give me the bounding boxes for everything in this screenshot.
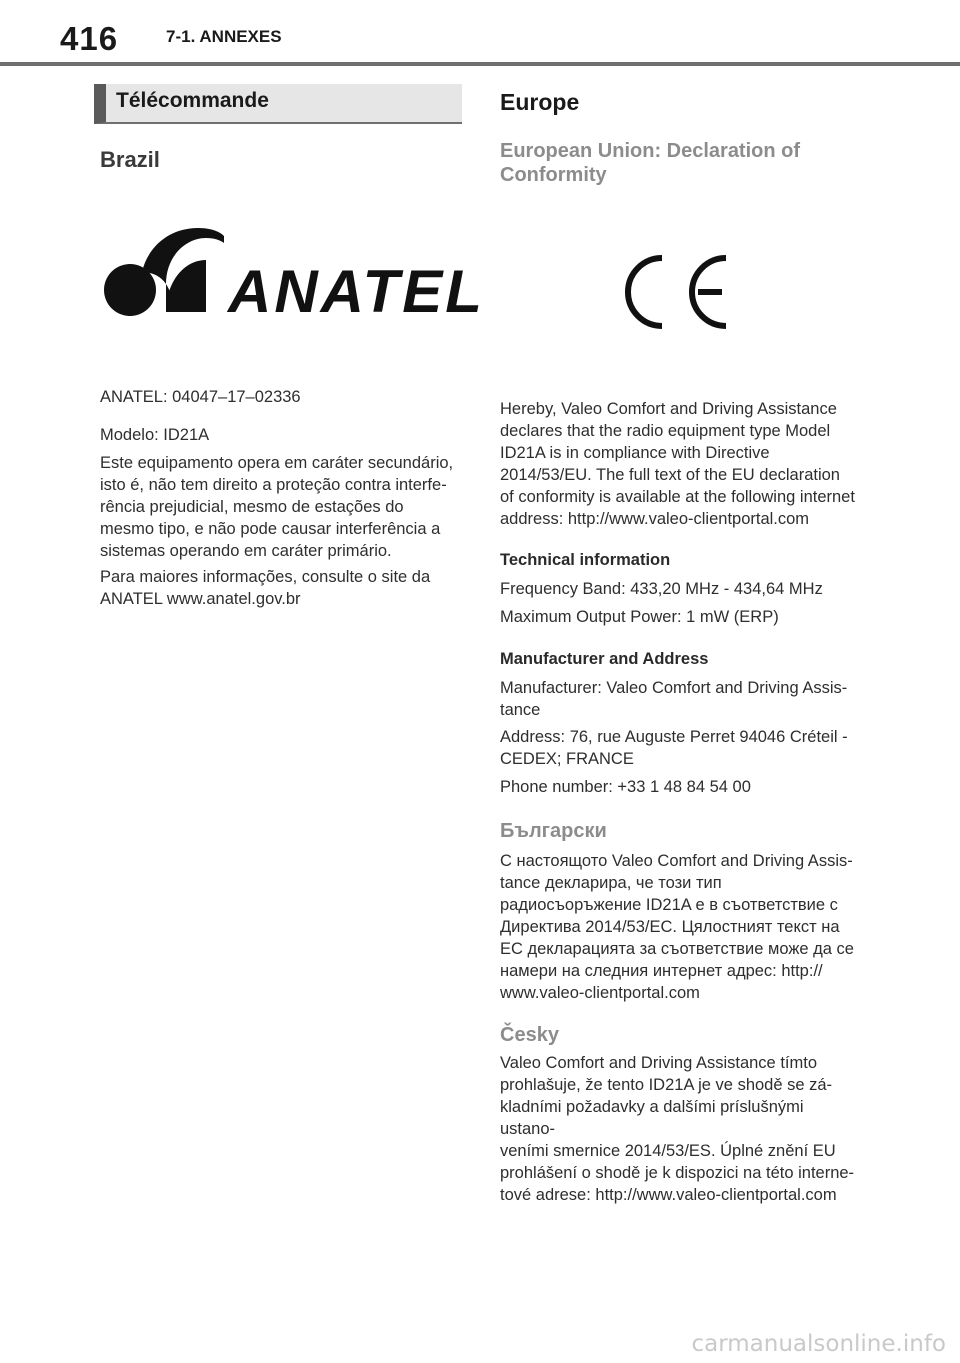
czech-line: veními smernice 2014/53/ES. Úplné znění EU xyxy=(500,1142,836,1160)
bulgarian-line: радиосъоръжение ID21A е в съответствие с xyxy=(500,896,838,914)
manufacturer-heading: Manufacturer and Address xyxy=(500,650,709,668)
eu-declaration-heading xyxy=(500,139,860,187)
header-rule xyxy=(0,62,960,66)
bulgarian-line: намери на следния интернет адрес: http:// xyxy=(500,962,823,980)
page-header xyxy=(0,0,960,64)
manufacturer-text xyxy=(500,677,862,721)
technical-information-heading: Technical information xyxy=(500,551,671,569)
czech-heading: Česky xyxy=(500,1024,559,1046)
eu-heading-line: European Union: Declaration of xyxy=(500,140,801,162)
phone-number: Phone number: +33 1 48 84 54 00 xyxy=(500,778,751,796)
bulgarian-text xyxy=(500,850,862,1004)
czech-line: prohlášení o shodě je k dispozici na této interne- xyxy=(500,1164,855,1182)
czech-line: tové adrese: http://www.valeo-clientportal.com xyxy=(500,1186,837,1204)
bulgarian-line: tance декларира, че този тип xyxy=(500,874,722,892)
section-title: Télécommande xyxy=(116,89,269,112)
czech-text xyxy=(500,1052,862,1206)
brazil-paragraph-2 xyxy=(100,566,458,610)
brazil-line: mesmo tipo, e não pode causar interferência a xyxy=(100,520,441,538)
czech-line: kladními požadavky a dalšími príslušnými ustano- xyxy=(500,1098,804,1138)
declaration-line: declares that the radio equipment type Model xyxy=(500,422,831,440)
declaration-line: Hereby, Valeo Comfort and Driving Assistance xyxy=(500,400,837,418)
manufacturer-line: Manufacturer: Valeo Comfort and Driving Assis- xyxy=(500,679,848,697)
brazil-line: Para maiores informações, consulte o site da xyxy=(100,568,431,586)
manufacturer-line: tance xyxy=(500,701,541,719)
bulgarian-line: С настоящото Valeo Comfort and Driving Assis- xyxy=(500,852,853,870)
anatel-logo xyxy=(100,224,485,325)
brazil-line: ANATEL www.anatel.gov.br xyxy=(100,590,301,608)
bulgarian-line: Директива 2014/53/ЕС. Цялостният текст на xyxy=(500,918,840,936)
europe-heading: Europe xyxy=(500,89,580,115)
bulgarian-heading: Български xyxy=(500,820,607,842)
brazil-line: Este equipamento opera em caráter secundário, xyxy=(100,454,454,472)
bulgarian-line: ЕС декларацията за съответствие може да се xyxy=(500,940,854,958)
brazil-line: rência prejudicial, mesmo de estações do xyxy=(100,498,404,516)
modelo-text: Modelo: ID21A xyxy=(100,426,210,444)
frequency-band: Frequency Band: 433,20 MHz - 434,64 MHz xyxy=(500,580,823,598)
address-text xyxy=(500,726,862,770)
declaration-line: address: http://www.valeo-clientportal.com xyxy=(500,510,810,528)
eu-declaration-text xyxy=(500,398,862,530)
brazil-line: sistemas operando em caráter primário. xyxy=(100,542,392,560)
watermark[interactable]: carmanualsonline.info xyxy=(691,1331,946,1357)
declaration-line: ID21A is in compliance with Directive xyxy=(500,444,770,462)
anatel-logo-text: ANATEL xyxy=(228,258,485,325)
chapter-title: 7-1. ANNEXES xyxy=(166,27,282,46)
output-power: Maximum Output Power: 1 mW (ERP) xyxy=(500,608,779,626)
brazil-paragraph-1 xyxy=(100,452,458,562)
bulgarian-line: www.valeo-clientportal.com xyxy=(500,984,700,1002)
eu-heading-line: Conformity xyxy=(500,164,607,186)
declaration-line: of conformity is available at the following internet xyxy=(500,488,855,506)
anatel-code: ANATEL: 04047–17–02336 xyxy=(100,388,301,406)
declaration-line: 2014/53/EU. The full text of the EU declaration xyxy=(500,466,840,484)
brazil-heading: Brazil xyxy=(100,147,160,172)
brazil-line: isto é, não tem direito a proteção contra interfe- xyxy=(100,476,447,494)
page-number: 416 xyxy=(60,20,119,57)
address-line: CEDEX; FRANCE xyxy=(500,750,634,768)
section-title-box xyxy=(94,84,462,124)
address-line: Address: 76, rue Auguste Perret 94046 Créteil - xyxy=(500,728,848,746)
czech-line: Valeo Comfort and Driving Assistance tímto xyxy=(500,1054,817,1072)
ce-mark-logo xyxy=(622,252,730,332)
czech-line: prohlašuje, že tento ID21A je ve shodě se zá- xyxy=(500,1076,833,1094)
